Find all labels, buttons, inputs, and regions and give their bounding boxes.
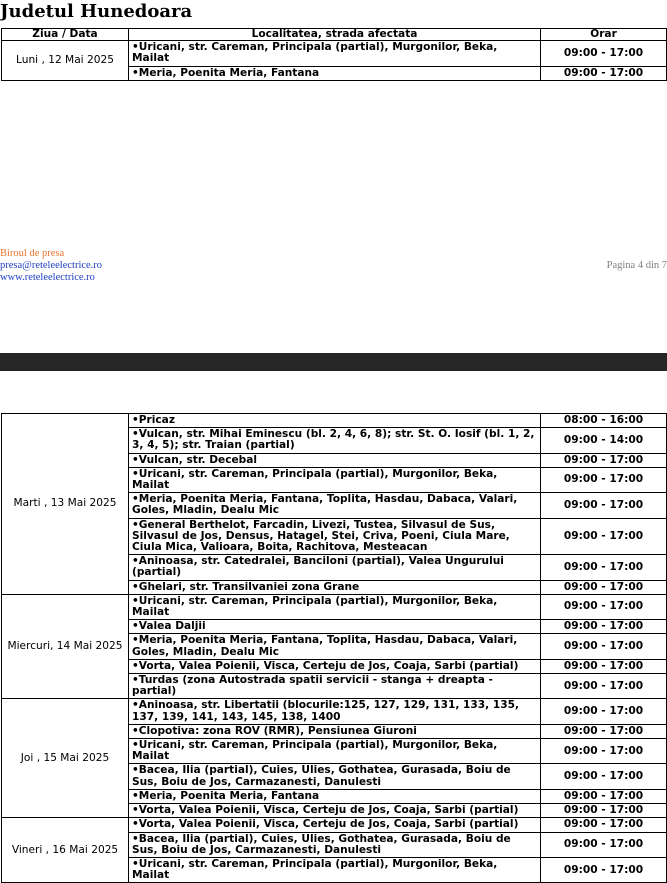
table-row bbox=[2, 699, 667, 724]
location-cell: •Bacea, Ilia (partial), Cuies, Ulies, Gothatea, Gurasada, Boiu de Sus, Boiu de Jos, Carmazanesti, Danulesti bbox=[129, 832, 541, 857]
hours-cell: 09:00 - 17:00 bbox=[541, 467, 667, 492]
day-cell: Joi , 15 Mai 2025 bbox=[2, 699, 129, 818]
schedule-table-page-5 bbox=[1, 413, 667, 883]
hours-cell: 09:00 - 17:00 bbox=[541, 634, 667, 659]
page-number: Pagina 4 din 7 bbox=[606, 260, 667, 271]
table-row bbox=[2, 594, 667, 619]
hours-column-header: Orar bbox=[541, 29, 667, 41]
location-cell: •Meria, Poenita Meria, Fantana, Toplita, Hasdau, Dabaca, Valari, Goles, Mladin, Dealu Mic bbox=[129, 493, 541, 518]
page-separator bbox=[0, 353, 667, 371]
hours-cell: 09:00 - 17:00 bbox=[541, 580, 667, 594]
press-office-label: Biroul de presa bbox=[0, 248, 65, 259]
location-cell: •Meria, Poenita Meria, Fantana, Toplita, Hasdau, Dabaca, Valari, Goles, Mladin, Dealu Mic bbox=[129, 634, 541, 659]
location-cell: •Bacea, Ilia (partial), Cuies, Ulies, Gothatea, Gurasada, Boiu de Sus, Boiu de Jos, Carmazanesti, Danulesti bbox=[129, 764, 541, 789]
hours-cell: 09:00 - 17:00 bbox=[541, 832, 667, 857]
hours-cell: 09:00 - 17:00 bbox=[541, 659, 667, 673]
hours-cell: 08:00 - 16:00 bbox=[541, 414, 667, 428]
location-cell: •Pricaz bbox=[129, 414, 541, 428]
location-cell: •Uricani, str. Careman, Principala (partial), Murgonilor, Beka, Mailat bbox=[129, 467, 541, 492]
location-cell: •Vorta, Valea Poienii, Visca, Certeju de Jos, Coaja, Sarbi (partial) bbox=[129, 818, 541, 832]
hours-cell: 09:00 - 17:00 bbox=[541, 453, 667, 467]
hours-cell: 09:00 - 17:00 bbox=[541, 518, 667, 555]
location-cell: •Vorta, Valea Poienii, Visca, Certeju de Jos, Coaja, Sarbi (partial) bbox=[129, 804, 541, 818]
press-email-link[interactable]: presa@reteleelectrice.ro bbox=[0, 260, 103, 271]
location-cell: •Valea Daljii bbox=[129, 620, 541, 634]
location-cell: •Vulcan, str. Decebal bbox=[129, 453, 541, 467]
hours-cell: 09:00 - 17:00 bbox=[541, 789, 667, 803]
schedule-table-page-4 bbox=[1, 28, 667, 81]
location-cell: •Uricani, str. Careman, Principala (partial), Murgonilor, Beka, Mailat bbox=[129, 41, 541, 66]
location-cell: •Turdas (zona Autostrada spatii servicii - stanga + dreapta - partial) bbox=[129, 674, 541, 699]
hours-cell: 09:00 - 17:00 bbox=[541, 764, 667, 789]
location-cell: •Meria, Poenita Meria, Fantana bbox=[129, 789, 541, 803]
location-cell: •Ghelari, str. Transilvaniei zona Grane bbox=[129, 580, 541, 594]
location-cell: •Meria, Poenita Meria, Fantana bbox=[129, 66, 541, 80]
location-cell: •Vulcan, str. Mihai Eminescu (bl. 2, 4, 6, 8); str. St. O. Iosif (bl. 1, 2, 3, 4, 5); str. Traian (partial) bbox=[129, 428, 541, 453]
location-cell: •Clopotiva: zona ROV (RMR), Pensiunea Giuroni bbox=[129, 724, 541, 738]
hours-cell: 09:00 - 17:00 bbox=[541, 41, 667, 66]
hours-cell: 09:00 - 17:00 bbox=[541, 804, 667, 818]
day-cell: Miercuri, 14 Mai 2025 bbox=[2, 594, 129, 699]
day-column-header: Ziua / Data bbox=[2, 29, 129, 41]
hours-cell: 09:00 - 17:00 bbox=[541, 620, 667, 634]
table-row bbox=[2, 818, 667, 832]
hours-cell: 09:00 - 17:00 bbox=[541, 555, 667, 580]
hours-cell: 09:00 - 17:00 bbox=[541, 66, 667, 80]
hours-cell: 09:00 - 17:00 bbox=[541, 594, 667, 619]
location-cell: •Aninoasa, str. Libertatii (blocurile:125, 127, 129, 131, 133, 135, 137, 139, 141, 143, 145, 138, 1400 bbox=[129, 699, 541, 724]
hours-cell: 09:00 - 14:00 bbox=[541, 428, 667, 453]
day-cell: Marti , 13 Mai 2025 bbox=[2, 414, 129, 595]
page-title: Judetul Hunedoara bbox=[0, 1, 193, 22]
location-cell: •Uricani, str. Careman, Principala (partial), Murgonilor, Beka, Mailat bbox=[129, 594, 541, 619]
press-office-footer bbox=[0, 248, 102, 284]
hours-cell: 09:00 - 17:00 bbox=[541, 739, 667, 764]
location-cell: •General Berthelot, Farcadin, Livezi, Tustea, Silvasul de Sus, Silvasul de Jos, Densus, Hatagel, Stei, Criva, Poeni, Ciula Mare, Ciula Mica, Valioara, Boita, Rachitova, Mesteacan bbox=[129, 518, 541, 555]
hours-cell: 09:00 - 17:00 bbox=[541, 699, 667, 724]
location-cell: •Aninoasa, str. Catedralei, Banciloni (partial), Valea Ungurului (partial) bbox=[129, 555, 541, 580]
location-cell: •Uricani, str. Careman, Principala (partial), Murgonilor, Beka, Mailat bbox=[129, 739, 541, 764]
location-cell: •Vorta, Valea Poienii, Visca, Certeju de Jos, Coaja, Sarbi (partial) bbox=[129, 659, 541, 673]
hours-cell: 09:00 - 17:00 bbox=[541, 857, 667, 882]
hours-cell: 09:00 - 17:00 bbox=[541, 493, 667, 518]
hours-cell: 09:00 - 17:00 bbox=[541, 674, 667, 699]
location-cell: •Uricani, str. Careman, Principala (partial), Murgonilor, Beka, Mailat bbox=[129, 857, 541, 882]
location-column-header: Localitatea, strada afectata bbox=[129, 29, 541, 41]
hours-cell: 09:00 - 17:00 bbox=[541, 724, 667, 738]
table-header-row bbox=[2, 29, 667, 41]
website-link[interactable]: www.reteleelectrice.ro bbox=[0, 272, 95, 283]
day-cell: Vineri , 16 Mai 2025 bbox=[2, 818, 129, 883]
table-row bbox=[2, 41, 667, 66]
day-cell: Luni , 12 Mai 2025 bbox=[2, 41, 129, 81]
table-row bbox=[2, 414, 667, 428]
hours-cell: 09:00 - 17:00 bbox=[541, 818, 667, 832]
